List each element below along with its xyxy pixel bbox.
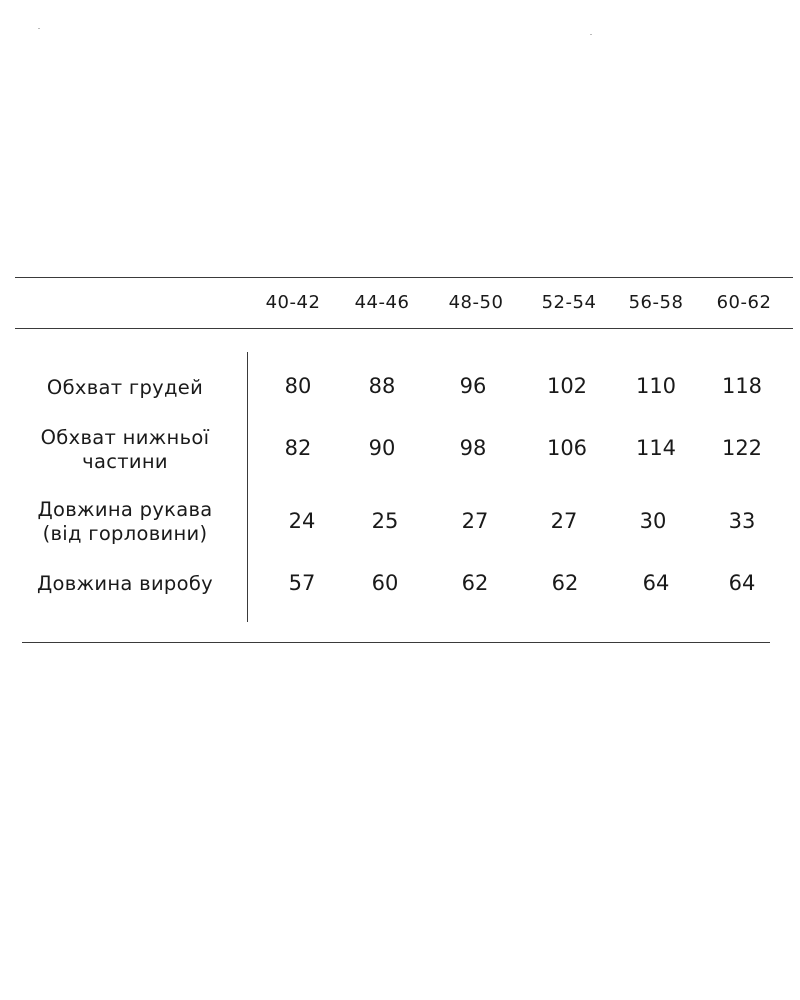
table-cell: 110 [635, 374, 677, 398]
table-cell: 57 [288, 571, 316, 595]
table-cell: 64 [728, 571, 756, 595]
table-cell: 25 [371, 509, 399, 533]
scan-speck [590, 34, 592, 35]
table-cell: 96 [459, 374, 487, 398]
row-label: Довжина рукава (від горловини) [37, 498, 213, 545]
table-cell: 33 [728, 509, 756, 533]
table-cell: 62 [551, 571, 579, 595]
table-cell: 90 [368, 436, 396, 460]
table-bottom-rule [22, 642, 770, 643]
header-bottom-rule [15, 328, 793, 329]
table-cell: 122 [721, 436, 763, 460]
row-label: Обхват грудей [46, 376, 204, 399]
label-column-separator [247, 352, 248, 622]
size-header: 56-58 [628, 292, 684, 313]
table-cell: 102 [546, 374, 588, 398]
table-cell: 82 [284, 436, 312, 460]
size-header: 40-42 [265, 292, 321, 313]
table-cell: 30 [639, 509, 667, 533]
row-label: Довжина виробу [36, 572, 214, 595]
table-cell: 106 [546, 436, 588, 460]
size-header: 48-50 [448, 292, 504, 313]
table-cell: 27 [550, 509, 578, 533]
table-cell: 114 [635, 436, 677, 460]
table-cell: 60 [371, 571, 399, 595]
table-top-rule [15, 277, 793, 278]
table-cell: 118 [721, 374, 763, 398]
table-cell: 62 [461, 571, 489, 595]
size-header: 44-46 [354, 292, 410, 313]
table-cell: 88 [368, 374, 396, 398]
table-cell: 98 [459, 436, 487, 460]
scan-speck [38, 28, 40, 29]
table-cell: 80 [284, 374, 312, 398]
table-cell: 27 [461, 509, 489, 533]
row-label: Обхват нижньої частини [40, 426, 210, 473]
size-header: 60-62 [716, 292, 772, 313]
table-cell: 24 [288, 509, 316, 533]
table-cell: 64 [642, 571, 670, 595]
size-header: 52-54 [541, 292, 597, 313]
